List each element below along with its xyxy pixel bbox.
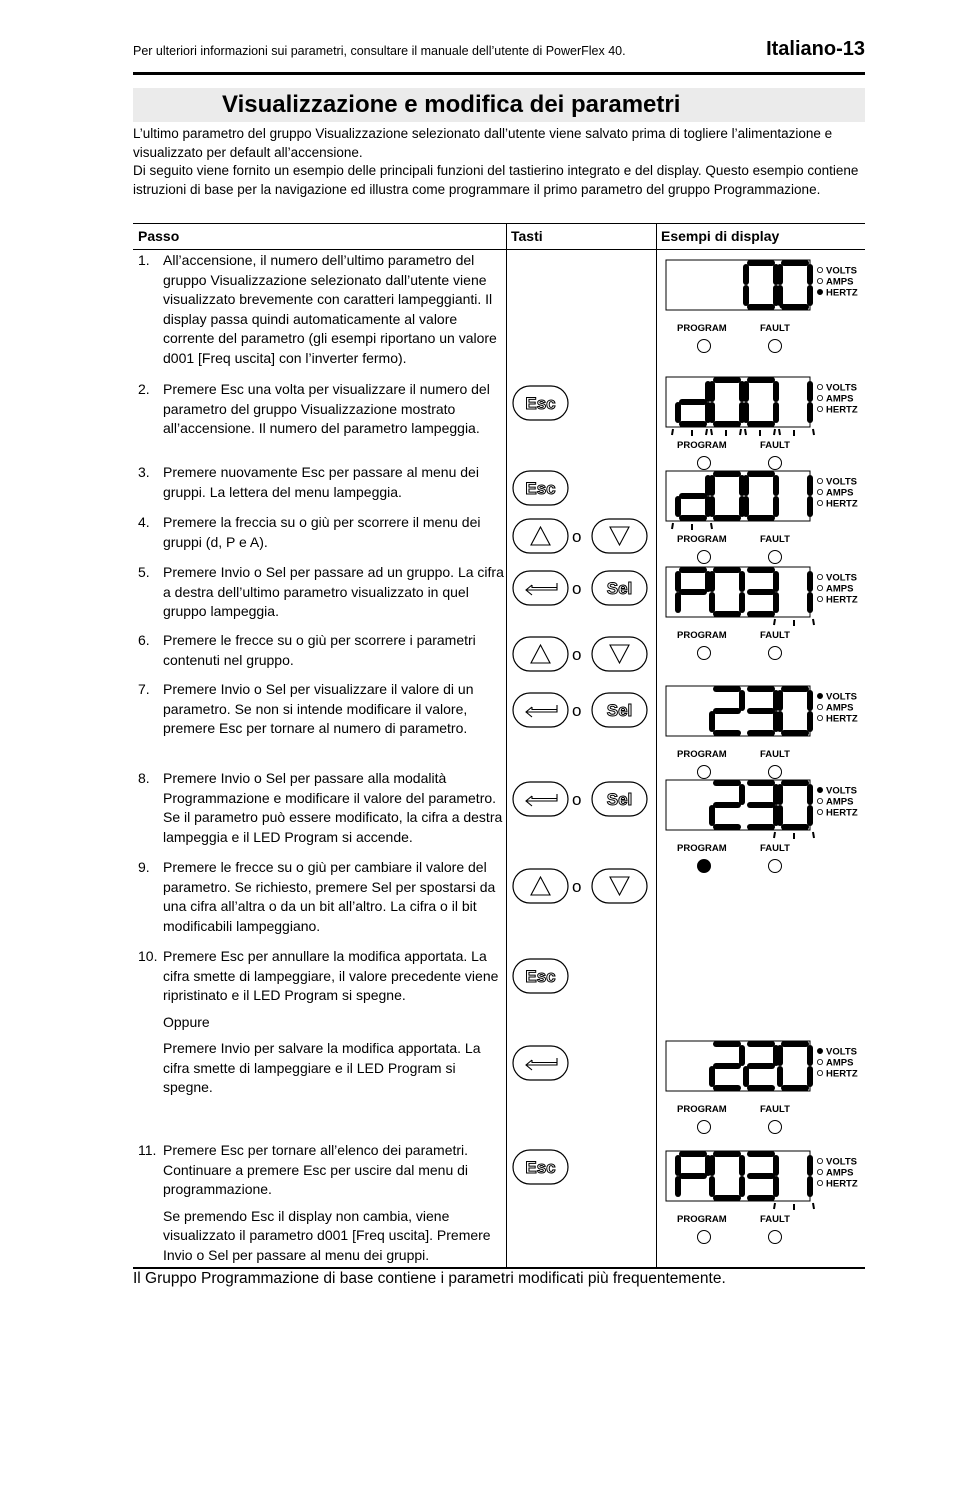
hertz-label: HERTZ [826,404,858,416]
sel-key[interactable] [592,782,647,816]
key-group [511,516,656,556]
footer-note: Il Gruppo Programmazione di base contiene i parametri modificati più frequentemente. [133,1270,726,1287]
step-text: Se premendo Esc il display non cambia, viene visualizzato il parametro d001 [Freq uscita]. Premere Invio o Sel per passare al menu dei gruppi. [163,1207,491,1263]
fault-label: FAULT [760,323,790,334]
page-title: Visualizzazione e modifica dei parametri [222,91,681,118]
esc-key[interactable] [513,471,568,505]
program-led [698,1231,711,1244]
fault-led [769,860,782,873]
fault-label: FAULT [760,1214,790,1225]
amps-indicator-led [817,395,822,400]
step-text: All’accensione, il numero dell’ultimo parametro del gruppo Visualizzazione selezionato dall’utente viene visualizzato brevemente con caratteri lampeggianti. Il display passa quindi automaticamente al valore corrente del parametro (gli esempi riportano un valore d001 [Freq uscita] con l’inverter fermo). [163,252,497,366]
header-rule [133,72,865,75]
hertz-indicator-led [817,406,822,411]
display-window [666,260,810,310]
step-number: 11. [138,1142,157,1158]
program-label: PROGRAM [677,843,727,854]
fault-label: FAULT [760,440,790,451]
esc-key-label: Esc [525,1158,556,1177]
program-led [698,340,711,353]
amps-indicator-led [817,704,822,709]
led-display [664,470,864,566]
led-display [664,376,864,472]
amps-label: AMPS [826,487,854,499]
hertz-label: HERTZ [826,807,858,819]
header-note: Per ulteriori informazioni sui parametri, consultare il manuale dell’utente di PowerFlex 40. [133,44,626,58]
up-key[interactable] [513,637,568,671]
led-display [664,1150,864,1246]
volts-label: VOLTS [826,1046,857,1058]
step-row [138,251,505,368]
key-group [511,468,656,508]
step-text: Premere Invio o Sel per visualizzare il valore di un parametro. Se non si intende modificare il valore, premere Esc per tornare al numero di parametro. [163,681,474,736]
esc-key[interactable] [513,1150,568,1184]
table-rule [133,249,865,250]
down-key[interactable] [592,519,647,553]
step-row [138,858,505,936]
fault-led [769,457,782,470]
step-row [138,380,505,439]
step-text: Premere Invio o Sel per passare ad un gruppo. La cifra a destra dell’ultimo parametro visualizzato in quel gruppo lampeggia. [163,564,504,619]
enter-key[interactable] [513,571,568,605]
program-label: PROGRAM [677,630,727,641]
program-label: PROGRAM [677,323,727,334]
step-row [138,513,505,552]
hertz-label: HERTZ [826,498,858,510]
intro-paragraph: Di seguito viene fornito un esempio delle principali funzioni del tastierino integrato e del display. Questo esempio contiene istruzioni di base per la navigazione ed illustra come programmare il primo parametro del gruppo Programmazione. [133,163,859,197]
volts-indicator-led [817,478,822,483]
key-group [511,956,656,996]
or-label: o [572,790,582,809]
table-rule [133,223,865,224]
steps-table [133,223,865,1269]
amps-indicator-led [817,585,822,590]
step-number: 10. [138,948,158,964]
step-text: Premere Esc per annullare la modifica apportata. La cifra smette di lampeggiare, il valore precedente viene ripristinato e il LED Program si spegne. [163,948,499,1003]
volts-label: VOLTS [826,785,857,797]
step-text-or: Oppure [163,1013,210,1030]
esc-key-label: Esc [525,479,556,498]
volts-label: VOLTS [826,382,857,394]
volts-indicator-led [817,693,822,698]
key-group [511,779,656,819]
column-header-display: Esempi di display [661,228,780,244]
volts-indicator-led [817,1158,822,1163]
volts-label: VOLTS [826,572,857,584]
program-led [698,647,711,660]
hertz-indicator-led [817,1180,822,1185]
program-label: PROGRAM [677,749,727,760]
amps-label: AMPS [826,583,854,595]
fault-label: FAULT [760,843,790,854]
page-number: Italiano-13 [766,38,865,60]
step-number: 4. [138,514,150,530]
step-text: Premere la freccia su o giù per scorrere il menu dei gruppi (d, P e A). [163,514,481,550]
hertz-indicator-led [817,715,822,720]
fault-led [769,551,782,564]
esc-key-label: Esc [525,967,556,986]
volts-indicator-led [817,787,822,792]
program-led [698,766,711,779]
volts-indicator-led [817,384,822,389]
step-row [138,769,505,847]
amps-label: AMPS [826,702,854,714]
volts-label: VOLTS [826,1156,857,1168]
step-number: 2. [138,381,150,397]
volts-indicator-led [817,267,822,272]
column-header-step: Passo [138,228,180,244]
step-row [138,947,505,1098]
step-number: 8. [138,770,150,786]
amps-indicator-led [817,1169,822,1174]
step-row [138,680,505,739]
step-text: Premere nuovamente Esc per passare al menu dei gruppi. La lettera del menu lampeggia. [163,464,479,500]
up-key[interactable] [513,519,568,553]
program-led [698,551,711,564]
step-row [138,563,505,622]
hertz-label: HERTZ [826,594,858,606]
program-label: PROGRAM [677,534,727,545]
step-text: Premere Esc una volta per visualizzare il numero del parametro del gruppo Visualizzazione mostrato all’accensione. Il numero del parametro lampeggia. [163,381,490,436]
led-display [664,566,864,662]
fault-label: FAULT [760,749,790,760]
hertz-indicator-led [817,289,822,294]
step-number: 1. [138,252,150,268]
amps-indicator-led [817,1059,822,1064]
program-led [698,457,711,470]
down-key[interactable] [592,637,647,671]
fault-led [769,1231,782,1244]
led-display [664,259,864,355]
step-text: Premere Esc per tornare all’elenco dei parametri. Continuare a premere Esc per uscire dal menu di programmazione. [163,1142,469,1197]
hertz-label: HERTZ [826,713,858,725]
key-group [511,866,656,906]
or-label: o [572,877,582,896]
hertz-label: HERTZ [826,287,858,299]
or-label: o [572,527,582,546]
or-label: o [572,579,582,598]
sel-key[interactable] [592,571,647,605]
amps-indicator-led [817,798,822,803]
hertz-label: HERTZ [826,1178,858,1190]
fault-label: FAULT [760,630,790,641]
volts-label: VOLTS [826,265,857,277]
step-number: 6. [138,632,150,648]
down-key[interactable] [592,869,647,903]
amps-label: AMPS [826,1057,854,1069]
amps-indicator-led [817,489,822,494]
program-label: PROGRAM [677,1214,727,1225]
volts-label: VOLTS [826,476,857,488]
volts-label: VOLTS [826,691,857,703]
intro-paragraph: L’ultimo parametro del gruppo Visualizzazione selezionato dall’utente viene salvato prima di togliere l’alimentazione e visualizzato per default all’accensione. [133,126,833,160]
table-rule [133,1267,865,1269]
step-text: Premere le frecce su o giù per scorrere i parametri contenuti nel gruppo. [163,632,476,668]
step-number: 5. [138,564,150,580]
key-group [511,568,656,608]
volts-indicator-led [817,1048,822,1053]
step-text: Premere Invio o Sel per passare alla modalità Programmazione e modificare il valore del parametro. Se il parametro può essere modificato, la cifra a destra lampeggia e il LED Program si accende. [163,770,503,845]
esc-key-label: Esc [525,394,556,413]
step-number: 7. [138,681,150,697]
intro-text [133,125,868,199]
step-number: 9. [138,859,150,875]
led-display [664,1040,864,1136]
fault-label: FAULT [760,534,790,545]
fault-led [769,647,782,660]
led-display [664,685,864,781]
key-group [511,1043,656,1083]
hertz-indicator-led [817,500,822,505]
fault-led [769,340,782,353]
step-text: Premere Invio per salvare la modifica apportata. La cifra smette di lampeggiare e il LED Program si spegne. [163,1040,481,1095]
hertz-indicator-led [817,596,822,601]
enter-key[interactable] [513,1046,568,1080]
fault-led [769,766,782,779]
key-group [511,690,656,730]
amps-label: AMPS [826,796,854,808]
key-group [511,383,656,423]
step-row [138,1141,505,1265]
sel-key[interactable] [592,693,647,727]
column-divider [656,223,657,1268]
esc-key[interactable] [513,386,568,420]
amps-label: AMPS [826,393,854,405]
hertz-indicator-led [817,1070,822,1075]
step-row [138,463,505,502]
led-display [664,779,864,875]
hertz-label: HERTZ [826,1068,858,1080]
key-group [511,634,656,674]
up-key[interactable] [513,869,568,903]
esc-key[interactable] [513,959,568,993]
fault-led [769,1121,782,1134]
sel-key-label: Sel [606,579,633,598]
sel-key-label: Sel [606,701,633,720]
program-led [698,860,711,873]
column-divider [506,223,507,1268]
sel-key-label: Sel [606,790,633,809]
hertz-indicator-led [817,809,822,814]
step-text: Premere le frecce su o giù per cambiare il valore del parametro. Se richiesto, premere Sel per spostarsi da una cifra all’altra o da un bit all’altro. La cifra o il bit modificabili lampeggiano. [163,859,496,934]
volts-indicator-led [817,574,822,579]
or-label: o [572,701,582,720]
amps-indicator-led [817,278,822,283]
amps-label: AMPS [826,1167,854,1179]
amps-label: AMPS [826,276,854,288]
fault-label: FAULT [760,1104,790,1115]
key-group [511,1147,656,1187]
step-number: 3. [138,464,150,480]
column-header-keys: Tasti [511,228,543,244]
step-row [138,631,505,670]
program-led [698,1121,711,1134]
enter-key[interactable] [513,693,568,727]
program-label: PROGRAM [677,1104,727,1115]
program-label: PROGRAM [677,440,727,451]
or-label: o [572,645,582,664]
enter-key[interactable] [513,782,568,816]
